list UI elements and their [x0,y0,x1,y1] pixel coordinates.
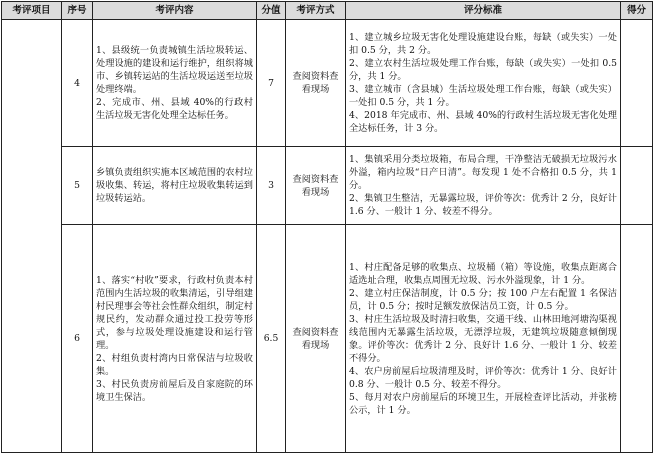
method-cell: 查阅资料查看现场 [286,147,346,225]
score-cell: 6.5 [257,225,286,453]
content-item: 乡镇负责组织实施本区域范围的农村垃圾收集、转运，将村庄垃圾收集转运到垃圾转运站。 [96,167,253,204]
got-cell [621,225,653,453]
content-item: 2、村组负责村湾内日常保洁与垃圾收集。 [96,352,253,377]
header-method: 考评方式 [286,2,346,20]
header-score: 分值 [257,2,286,20]
header-got: 得分 [621,2,653,20]
got-cell [621,147,653,225]
content-item: 2、完成市、州、县域 40%的行政村生活垃圾无害化处理全达标任务。 [96,97,253,121]
criteria-item: 5、每月对农户房前屋后的环境卫生，开展检查评比活动，并张榜公示，计 1 分。 [349,391,617,416]
criteria-item: 2、集镇卫生整洁，无暴露垃圾，评价等次：优秀计 2 分，良好计 1.6 分、一般计 1 分、较差不得分。 [349,193,617,217]
content-cell [93,147,257,225]
project-cell [2,20,62,453]
table-row [2,225,653,453]
score-cell: 3 [257,147,286,225]
criteria-item: 4、2018 年完成市、州、县域 40%的行政村生活垃圾无害化处理全达标任务，计 3 分。 [349,110,617,134]
content-item: 1、县级统一负责城镇生活垃圾转运、处理设施的建设和运行维护，组织将城市、乡镇转运站的生活垃圾运送至垃圾处理终端。 [96,45,253,95]
content-item: 3、村民负责房前屋后及自家庭院的环境卫生保洁。 [96,378,253,403]
criteria-item: 1、建立城乡垃圾无害化处理设施建设台账，每缺（或失实）一处扣 0.5 分，共 2 分。 [349,32,617,56]
table-row [2,147,653,225]
table-row [2,20,653,147]
header-project: 考评项目 [2,2,62,20]
method-cell: 查阅资料查看现场 [286,20,346,147]
criteria-cell [346,225,621,453]
criteria-item: 1、村庄配备足够的收集点、垃圾桶（箱）等设施，收集点距离合适选址合理，收集点周围无垃圾、污水外溢现象，计 1 分。 [349,261,617,286]
criteria-cell [346,20,621,147]
table-header-row [2,2,653,20]
content-item: 1、落实“村收”要求，行政村负责本村范围内生活垃圾的收集清运，引导组建村民理事会等社会性群众组织，制定村规民约，发动群众通过投工投劳等形式，参与垃圾处理设施建设和运行管理。 [96,274,253,351]
seq-cell: 6 [62,225,93,453]
criteria-item: 3、村庄生活垃圾及时清扫收集，交通干线、山林田地河塘沟渠视线范围内无暴露生活垃圾，无漂浮垃圾，无建筑垃圾随意倾倒现象。评价等次：优秀计 2 分、良好计 1.6 分、一般计 1 分、较差不得分。 [349,313,617,364]
method-cell: 查阅资料查看现场 [286,225,346,453]
header-seq: 序号 [62,2,93,20]
seq-cell: 5 [62,147,93,225]
score-cell: 7 [257,20,286,147]
criteria-item: 2、建立村庄保洁制度，计 0.5 分；按 100 户左右配置 1 名保洁员，计 0.5 分；按时足额发放保洁员工资，计 0.5 分。 [349,287,617,312]
got-cell [621,20,653,147]
criteria-item: 4、农户房前屋后垃圾清理及时，评价等次：优秀计 1 分、良好计 0.8 分、一般计 0.5 分、较差不得分。 [349,365,617,390]
criteria-item: 1、集镇采用分类垃圾箱，布局合理，干净整洁无破损无垃圾污水外溢，箱内垃圾“日产日清”。每发现 1 处不合格扣 0.5 分，共 1 分。 [349,154,617,191]
seq-cell: 4 [62,20,93,147]
header-criteria: 评分标准 [346,2,621,20]
content-cell [93,225,257,453]
criteria-item: 2、建立农村生活垃圾处理工作台账，每缺（或失实）一处扣 0.5 分，共 1 分。 [349,58,617,82]
content-cell [93,20,257,147]
header-content: 考评内容 [93,2,257,20]
criteria-item: 3、建立城市（含县城）生活垃圾处理工作台账，每缺（或失实）一处扣 0.5 分，共 1 分。 [349,84,617,108]
criteria-cell [346,147,621,225]
evaluation-table [1,1,653,453]
